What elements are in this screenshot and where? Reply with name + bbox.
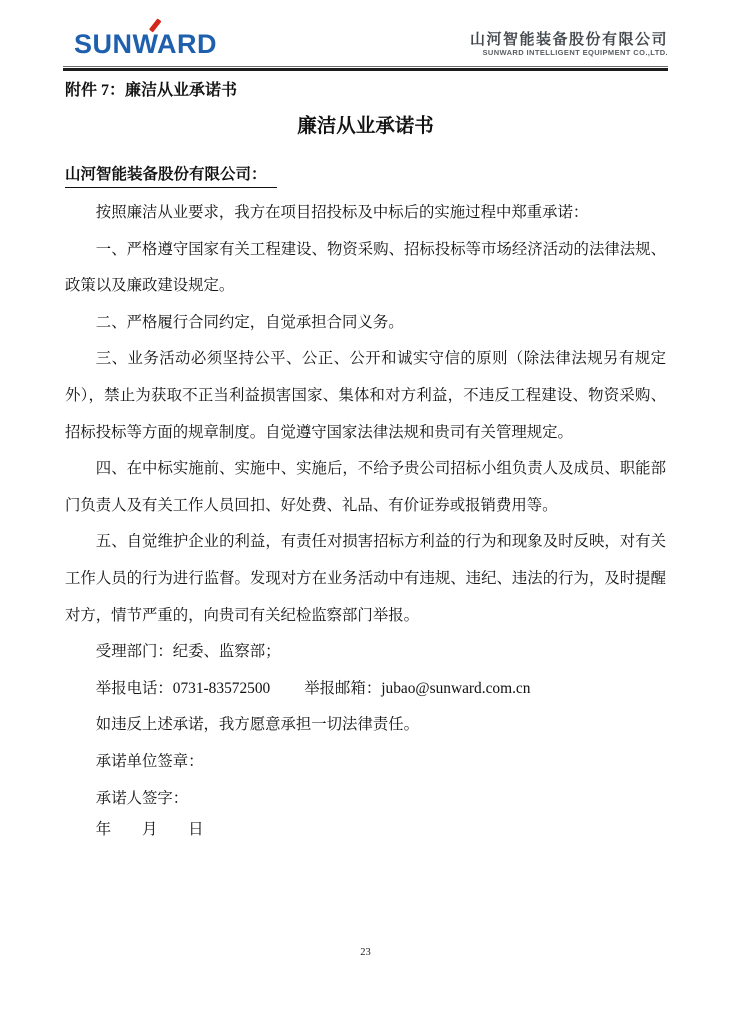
page-title: 廉洁从业承诺书 [297,116,434,137]
signature-signer-line: 承诺人签字： [95,789,189,807]
paragraph: 三、业务活动必须坚持公平、公正、公开和诚实守信的原则（除法律法规另有规定外），禁止为获取不正当利益损害国家、集体和对方利益，不违反工程建设、物资采购、招标投标等方面的规章制度。自觉遵守国家法律法规和贵司有关管理规定。 [65,350,666,441]
company-name-en: SUNWARD INTELLIGENT EQUIPMENT CO.,LTD. [482,48,668,57]
closing-statement: 如违反上述承诺，我方愿意承担一切法律责任。 [95,716,420,734]
accepting-department-line: 受理部门：纪委、监察部； [95,643,281,661]
paragraph: 二、严格履行合同约定，自觉承担合同义务。 [95,313,404,331]
paragraph: 一、严格遵守国家有关工程建设、物资采购、招标投标等市场经济活动的法律法规、政策以及廉政建设规定。 [65,240,666,295]
header-divider-thin-line [63,66,668,67]
sunward-logo-text: SUNWARD [74,29,217,59]
salutation-line [65,164,666,188]
company-name-cn: 山河智能装备股份有限公司 [469,31,668,48]
report-contact-line [65,671,666,708]
report-email-value: jubao@sunward.com.cn [381,679,531,697]
company-name-block [470,31,668,58]
letterhead [0,0,731,72]
header-divider [63,66,668,71]
paragraph: 四、在中标实施前、实施中、实施后，不给予贵公司招标小组负责人及成员、职能部门负责人及有关工作人员回扣、好处费、礼品、有价证券或报销费用等。 [65,460,666,514]
report-phone-label: 举报电话： [95,679,173,697]
header-divider-thick-line [63,68,668,71]
document-body [65,80,666,842]
signature-date-line: 年 月 日 [95,821,204,839]
page-number: 23 [360,947,371,958]
sunward-logo [74,31,217,57]
paragraph: 五、自觉维护企业的利益，有责任对损害招标方利益的行为和现象及时反映，对有关工作人员的行为进行监督。发现对方在业务活动中有违规、违纪、违法的行为，及时提醒对方，情节严重的，向贵司有关纪检监察部门举报。 [65,533,666,624]
signature-unit-seal-line: 承诺单位签章： [95,752,204,770]
paragraph-list [65,195,666,842]
attachment-heading: 附件 7：廉洁从业承诺书 [65,82,238,99]
report-email-label: 举报邮箱： [304,679,382,697]
paragraph: 按照廉洁从业要求，我方在项目招投标及中标后的实施过程中郑重承诺： [95,204,589,221]
salutation-text: 山河智能装备股份有限公司： [65,164,277,188]
report-phone-value: 0731-83572500 [172,679,271,697]
